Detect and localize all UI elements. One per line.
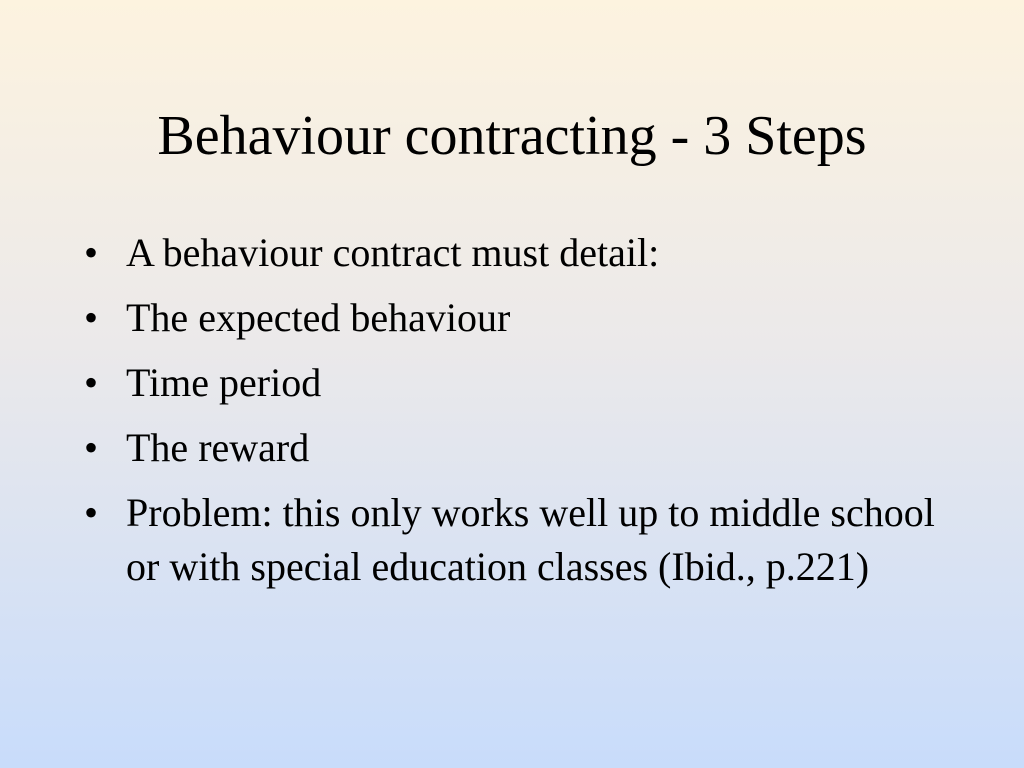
bullet-item — [84, 226, 944, 280]
bullet-marker: • — [84, 360, 99, 405]
bullet-marker: • — [84, 490, 99, 535]
bullet-list — [84, 226, 944, 605]
bullet-item — [84, 421, 944, 475]
bullet-item — [84, 356, 944, 410]
bullet-text: The expected behaviour — [126, 295, 511, 340]
bullet-marker: • — [84, 425, 99, 470]
bullet-marker: • — [84, 295, 99, 340]
bullet-text: A behaviour contract must detail: — [126, 230, 660, 275]
bullet-text: Problem: this only works well up to middle school or with special education classes (Ibid., p.221) — [126, 490, 935, 589]
bullet-text: Time period — [126, 360, 322, 405]
bullet-text: The reward — [126, 425, 310, 470]
bullet-marker: • — [84, 230, 99, 275]
bullet-item — [84, 291, 944, 345]
bullet-item — [84, 486, 944, 594]
slide-title: Behaviour contracting - 3 Steps — [157, 105, 867, 167]
